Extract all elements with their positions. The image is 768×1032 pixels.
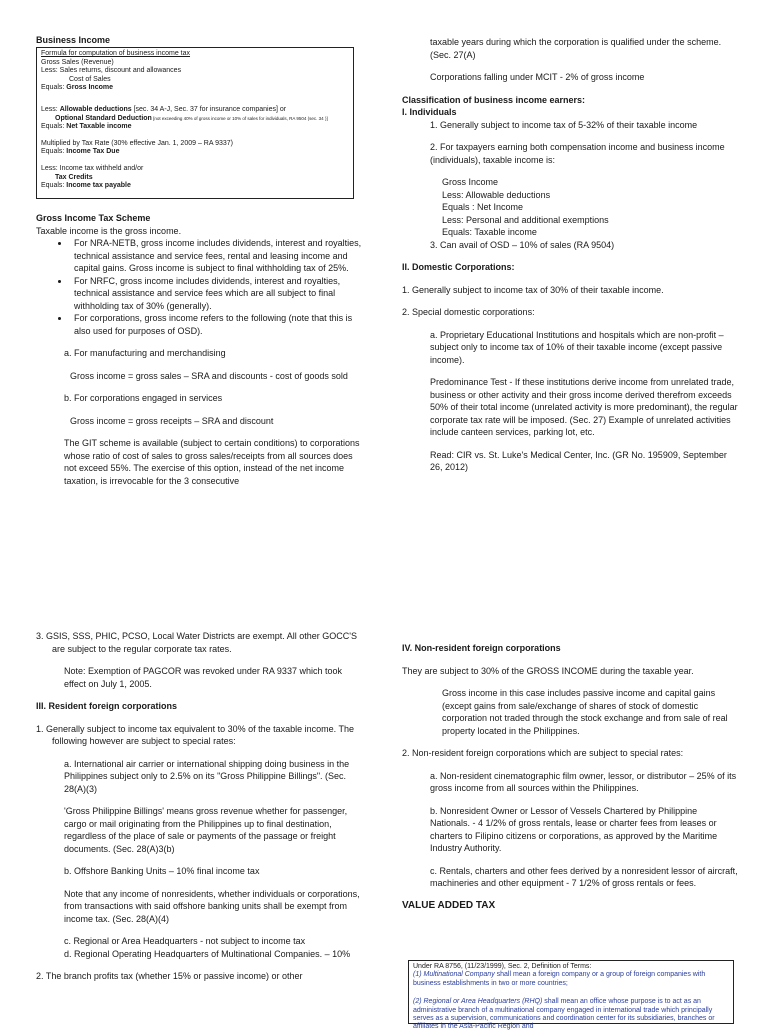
formula-line: Less: Sales returns, discount and allowances	[41, 67, 182, 75]
nrfc-item-1: They are subject to 30% of the GROSS INCOME during the taxable year.	[402, 665, 694, 676]
rfc-item-b: b. Offshore Banking Units – 10% final income tax	[64, 866, 260, 876]
individuals-item-2: 2. For taxpayers earning both compensation income and business income (individuals), taxable income is:	[430, 142, 725, 165]
vat-definition-box	[408, 960, 734, 1031]
list-item: • For corporations, gross income refers to the following (note that this is also used for purposes of OSD).	[70, 312, 366, 337]
formula-line: Less: Income tax withheld and/or	[41, 164, 144, 172]
gpb-definition: 'Gross Philippine Billings' means gross revenue whether for passenger, cargo or mail originating from the Philippines up to final destination, regardless of the place of sale or payments of the passage or freight documents. (Sec. 28(A)3(b)	[64, 806, 348, 854]
formula-heading: Formula for computation of business income tax	[41, 50, 191, 57]
individuals-item-3: 3. Can avail of OSD – 10% of sales (RA 9504)	[430, 239, 615, 250]
git-title: Gross Income Tax Scheme	[36, 213, 151, 223]
gross-income-formula-a: Gross income = gross sales – SRA and discounts - cost of goods sold	[70, 370, 348, 381]
formula-line: Equals: Gross Income	[41, 84, 113, 92]
formula-line: Less: Allowable deductions [sec. 34 A-J, Sec. 37 for insurance companies] or	[41, 105, 287, 113]
formula-line: Multiplied by Tax Rate (30% effective Jan. 1, 2009 – RA 9337)	[41, 139, 233, 147]
business-income-title: Business Income	[36, 35, 111, 45]
git-intro: Taxable income is the gross income.	[36, 225, 182, 236]
read-reference: Read: CIR vs. St. Luke's Medical Center, Inc. (GR No. 195909, September 26, 2012)	[430, 449, 727, 472]
bottom-left-column	[36, 630, 366, 983]
nrfc-item-a: a. Non-resident cinematographic film owner, lessor, or distributor – 25% of its gross income from all sources within the Philippines.	[430, 770, 737, 793]
formula-line: Equals: Income Tax Due	[41, 148, 120, 156]
formula-line: Equals: Income tax payable	[41, 182, 131, 190]
formula-line: Tax Credits	[55, 173, 93, 181]
formula-line: Cost of Sales	[69, 75, 111, 83]
classification-title: Classification of business income earners:	[402, 94, 586, 105]
rfc-title: III. Resident foreign corporations	[36, 701, 178, 711]
vat-box-line: (2) Regional or Area Headquarters (RHQ) shall mean an office whose purpose is to act as an administrative branch of a multinational company engaged in international trade which principally serves as a supervision, communications and coordination center for its subsidiaries, branches or affiliates in the Asia-Pacific Region and	[413, 998, 715, 1031]
mcit-line: Corporations falling under MCIT - 2% of gross income	[430, 72, 645, 82]
calc-line: Less: Allowable deductions	[442, 189, 551, 200]
list-item: • For NRFC, gross income includes dividends, interest and royalties, technical assistance and service fees which are all subject to final withholding tax of 30% (generally).	[70, 275, 366, 313]
rfc-item-a: a. International air carrier or international shipping doing business in the Philippines subject only to 2.5% on its "Gross Philippine Billings". (Sec. 28(A)(3)	[64, 758, 350, 794]
calc-line: Less: Personal and additional exemptions	[442, 214, 609, 225]
domestic-title: II. Domestic Corporations:	[402, 262, 515, 272]
nrfc-item-2: 2. Non-resident foreign corporations which are subject to special rates:	[402, 748, 684, 758]
git-bullet-list	[36, 237, 366, 337]
top-right-column	[402, 36, 738, 474]
git-section	[36, 212, 366, 487]
rfc-item-c: c. Regional or Area Headquarters - not subject to income tax	[64, 936, 306, 946]
formula-line: Equals: Net Taxable income	[41, 123, 132, 131]
vat-box-line: Under RA 8756, (11/23/1999), Sec. 2, Definition of Terms:	[413, 963, 592, 970]
pagcor-note: Note: Exemption of PAGCOR was revoked under RA 9337 which took effect on July 1, 2005.	[64, 666, 342, 689]
predominance-test: Predominance Test - If these institutions derive income from unrelated trade, business or other activity and their gross income derived therefrom exceeds 50% of their total income (unrelated activity is more predominant), the regular corporate tax rate will be imposed. (Sec. 27) Example of unrelated activities include canteen services, parking lot, etc.	[430, 377, 738, 437]
vat-box-line: (1) Multinational Company shall mean a foreign company or a group of foreign companies with business establishments in two or more countries;	[413, 971, 706, 987]
domestic-item-1: 1. Generally subject to income tax of 30% of their taxable income.	[402, 284, 664, 295]
vat-title: VALUE ADDED TAX	[402, 899, 496, 911]
individuals-item-1: 1. Generally subject to income tax of 5-32% of their taxable income	[430, 119, 698, 130]
bottom-right-column	[402, 642, 738, 912]
domestic-item-a: a. Proprietary Educational Institutions and hospitals which are non-profit – subject only to income tax of 10% of their taxable income (except passive income).	[430, 329, 724, 365]
calc-line: Equals : Net Income	[442, 202, 524, 212]
formula-line: Optional Standard Deduction [not exceeding 40% of gross income or 10% of sales for individuals, RA 9504 (sec. 34 )]	[55, 114, 328, 122]
git-paragraph: The GIT scheme is available (subject to certain conditions) to corporations whose ratio of cost of sales to gross sales/receipts from all sources does not exceed 55%. The exercise of this option, instead of the net income taxation, is irrevocable for the 3 consecutive	[64, 438, 360, 486]
formula-box	[36, 47, 354, 199]
list-item: • For NRA-NETB, gross income includes dividends, interest and royalties, technical assistance and service fees, rental and leasing income and capital gains. Gross income is subject to final withholding tax of 25%.	[70, 237, 366, 275]
nrfc-item-b: b. Nonresident Owner or Lessor of Vessels Chartered by Philippine Nationals. - 4 1/2% of gross rentals, lease or charter fees from leases or charters to Filipino citizens or corporations, as approved by the Maritime Industry Authority.	[430, 805, 718, 853]
gsis-line: 3. GSIS, SSS, PHIC, PCSO, Local Water Districts are exempt. All other GOCC'S are subject to the regular corporate tax rates.	[36, 631, 357, 654]
individuals-title: I. Individuals	[402, 107, 457, 117]
obu-note: Note that any income of nonresidents, whether individuals or corporations, from transactions with said offshore banking units shall be exempt from income tax. (Sec. 28(A)(4)	[64, 888, 360, 924]
formula-line: Gross Sales (Revenue)	[41, 58, 114, 66]
scheme-continuation: taxable years during which the corporation is qualified under the scheme. (Sec. 27(A)	[430, 37, 722, 60]
manufacturing-line: a. For manufacturing and merchandising	[64, 348, 226, 358]
top-left-column	[36, 34, 366, 47]
nrfc-gross-income: Gross income in this case includes passive income and capital gains (except gains from sale/exchange of shares of stock of domestic corporation not traded through the stock exchange and from sale of real property located in the Philippines.	[442, 688, 728, 736]
gross-income-formula-b: Gross income = gross receipts – SRA and discount	[70, 415, 274, 426]
rfc-item-1: 1. Generally subject to income tax equivalent to 30% of the taxable income. The following however are subject to special rates:	[36, 723, 355, 746]
calc-line: Gross Income	[442, 177, 499, 187]
nrfc-item-c: c. Rentals, charters and other fees derived by a nonresident lessor of aircraft, machineries and other equipment - 7 1/2% of gross rentals or fees.	[430, 865, 738, 888]
cut-line: 2. The branch profits tax (whether 15% or passive income) or other	[36, 971, 303, 981]
rfc-item-d: d. Regional Operating Headquarters of Multinational Companies. – 10%	[64, 948, 351, 959]
nrfc-title: IV. Non-resident foreign corporations	[402, 643, 561, 653]
services-line: b. For corporations engaged in services	[64, 393, 223, 403]
domestic-item-2: 2. Special domestic corporations:	[402, 307, 535, 317]
calc-line: Equals: Taxable income	[442, 227, 537, 237]
